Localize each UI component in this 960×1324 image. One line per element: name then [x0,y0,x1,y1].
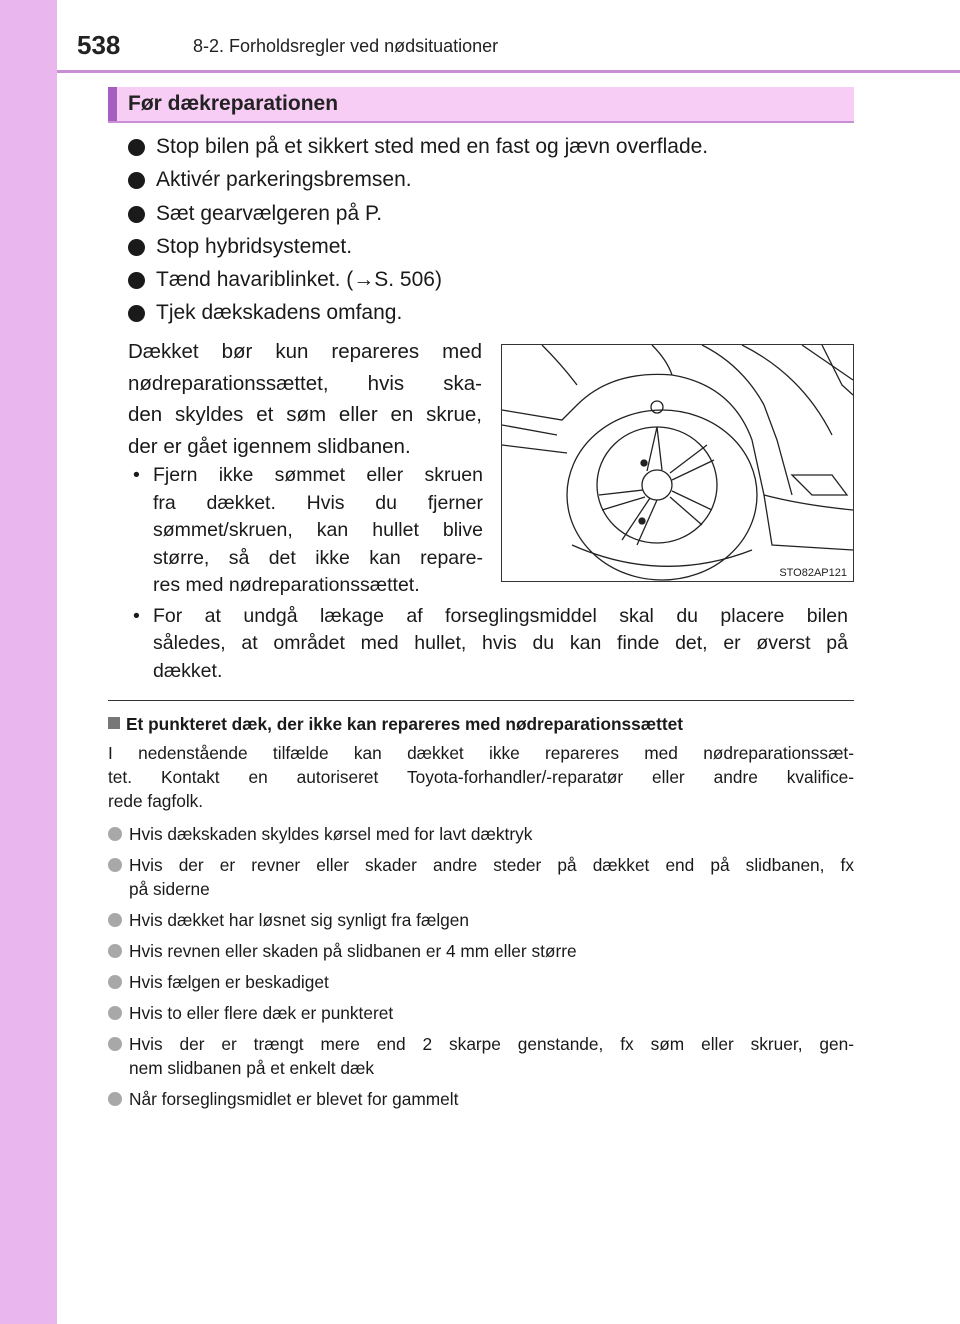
list-item: Hvis to eller flere dæk er punkteret [108,1001,854,1025]
bullet-item: Tjek dækskadens omfang. [128,296,868,329]
gray-bullet-icon [108,975,122,989]
bullet-item: Stop hybridsystemet. [128,230,868,263]
sub-bullet-item: • Fjern ikke sømmet eller skruen fra dækket. Hvis du fjerner sømmet/skruen, kan hullet blive større, så det ikke kan repare- res med nødreparationssættet. [133,464,483,596]
small-bullet-icon: • [133,464,140,486]
gray-bullet-icon [108,913,122,927]
car-wheel-drawing [502,345,853,581]
gray-bullet-icon [108,1037,122,1051]
gray-bullet-icon [108,944,122,958]
page-number: 538 [77,30,121,60]
note-body: I nedenstående tilfælde kan dækket ikke repareres med nødreparationssæt- tet. Kontakt en autoriseret Toyota-forhandler/-reparatør eller andre kvalifice- rede fagfolk. [108,743,854,811]
gray-bullet-icon [108,1006,122,1020]
square-bullet-icon [108,717,120,729]
list-item: Hvis dækskaden skyldes kørsel med for lavt dæktryk [108,822,854,846]
gray-bullet-icon [108,827,122,841]
list-item: Hvis revnen eller skaden på slidbanen er 4 mm eller større [108,939,854,963]
list-item: Hvis der er trængt mere end 2 skarpe genstande, fx søm eller skruer, gen- nem slidbanen på et enkelt dæk [108,1032,854,1080]
header-rule [57,70,960,73]
bullet-item: Tænd havariblinket. (→S. 506) [128,263,868,296]
bullet-dot-icon [128,305,145,322]
bullet-dot-icon [128,272,145,289]
damage-paragraph: Dækket bør kun repareres med nødreparationssættet, hvis ska- den skyldes et søm eller en skrue, der er gået igennem slidbanen. [128,340,482,458]
section-divider [108,700,854,701]
gray-bullet-icon [108,1092,122,1106]
section-heading-bar [108,87,854,123]
note-section [108,712,854,1118]
bullet-item: Sæt gearvælgeren på P. [128,197,868,230]
section-marker [108,87,117,121]
bullet-dot-icon [128,172,145,189]
bullet-dot-icon [128,206,145,223]
gray-bullet-icon [108,858,122,872]
sub-bullet-item: • For at undgå lækage af forseglingsmiddel skal du placere bilen således, at området med hullet, hvis du kan finde det, er øverst på dækket. [133,604,848,682]
note-heading: Et punkteret dæk, der ikke kan repareres med nødreparationssættet [108,712,854,738]
list-item: Hvis fælgen er beskadiget [108,970,854,994]
chapter-title: 8-2. Forholdsregler ved nødsituationer [193,36,499,56]
list-item: Hvis dækket har løsnet sig synligt fra fælgen [108,908,854,932]
page-header [57,0,960,70]
list-item: Hvis der er revner eller skader andre steder på dækket end på slidbanen, fx på siderne [108,853,854,901]
section-title: Før dækreparationen [128,92,339,115]
side-color-strip [0,0,57,1324]
flat-tire-illustration [501,344,854,582]
figure-code: STO82AP121 [779,567,847,579]
conditions-list [108,822,854,1111]
bullet-dot-icon [128,139,145,156]
bullet-item: Aktivér parkeringsbremsen. [128,163,868,196]
bullet-dot-icon [128,239,145,256]
list-item: Når forseglingsmidlet er blevet for gammelt [108,1087,854,1111]
main-bullet-list [128,130,868,330]
bullet-item: Stop bilen på et sikkert sted med en fast og jævn overflade. [128,130,868,163]
small-bullet-icon: • [133,604,140,627]
